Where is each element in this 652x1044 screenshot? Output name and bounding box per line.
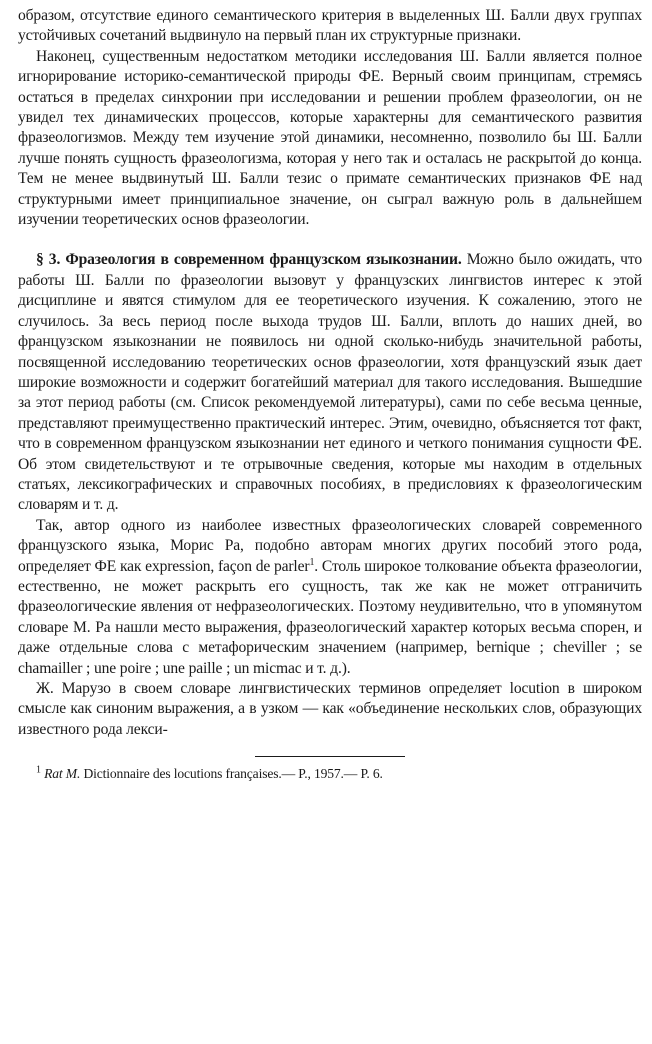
paragraph-3-body: Можно было ожидать, что работы Ш. Балли по фразеологии вызовут у французских лингвистов интерес к этой дисциплине и явятся стимулом для ее теоретического изучения. К сожалению, этого не случилось. За весь период после выхода трудов Ш. Балли, вплоть до наших дней, во французском языкознании не появилось ни одной сколько-нибудь значительной работы, посвященной исследованию теоретических основ фразеологии, хотя французский язык дает широкие возможности и содержит богатейший материал для такого исследования. Вышедшие за этот период работы (см. Список рекомендуемой литературы), сами по себе весьма ценные, представляют преимущественно практический интерес. Этим, очевидно, объясняется тот факт, что в современном французском языкознании нет единого и четкого понимания сущности ФЕ. Об этом свидетельствуют и те отрывочные сведения, которые мы находим в отдельных статьях, лексикографических и справочных пособиях, в предисловиях к фразеологическим словарям и т. д. bbox=[18, 251, 642, 514]
paragraph-4-part-2: . Столь широкое толкование объекта фразеологии, естественно, не может раскрыть его сущность, так же как не может отграничить фразеологические явления от нефразеологических. Поэтому неудивительно, что в упомянутом словаре М. Ра нашли место выражения, фразеологический характер которых весьма спорен, и даже отдельные слова с метафорическим значением (например, bernique ; cheviller ; se chamailler ; une poire ; une paille ; un micmac и т. д.). bbox=[18, 557, 643, 677]
paragraph-4 bbox=[18, 516, 642, 679]
footnote-reference: 1 bbox=[309, 556, 315, 568]
paragraph-3 bbox=[18, 250, 642, 515]
footnote-divider bbox=[255, 756, 405, 757]
paragraph-2: Наконец, существенным недостатком методики исследования Ш. Балли является полное игнорирование историко-семантической природы ФЕ. Верный своим принципам, стремясь остаться в пределах синхронии при исследовании и решении проблем фразеологии, он не увидел тех динамических процессов, которые характерны для семантического развития фразеологизмов. Между тем изучение этой динамики, несомненно, позволило бы Ш. Балли лучше понять сущность фразеологизма, которая у него так и осталась не раскрытой до конца. Тем не менее выдвинутый Ш. Балли тезис о примате семантических признаков ФЕ над структурными имеет принципиальное значение, он сыграл важную роль в дальнейшем изучении теоретических основ фразеологии. bbox=[18, 47, 642, 229]
paragraph-5: Ж. Марузо в своем словаре лингвистических терминов определяет locution в широком смысле как синоним выражения, а в узком — как «объединение нескольких слов, образующих известного рода лекси- bbox=[18, 680, 642, 738]
paragraph-1: образом, отсутствие единого семантического критерия в выделенных Ш. Балли двух группах устойчивых сочетаний выдвинуло на первый план их структурные признаки. bbox=[18, 7, 642, 45]
book-page bbox=[18, 6, 642, 1036]
footnote bbox=[18, 765, 642, 782]
footnote-title: Dictionnaire des locutions françaises. bbox=[83, 766, 282, 782]
footnote-mark: 1 bbox=[36, 764, 41, 776]
footnote-imprint: — P., 1957.— P. 6. bbox=[281, 766, 383, 782]
section-heading: § 3. Фразеология в современном французском языкознании. bbox=[36, 251, 462, 269]
paragraph-4-part-1: Так, автор одного из наиболее известных фразеологических словарей современного французского языка, Морис Ра, подобно авторам многих других пособий этого рода, определяет ФЕ как expression, façon de parler bbox=[18, 516, 642, 575]
footnote-author: Rat M. bbox=[44, 766, 81, 782]
